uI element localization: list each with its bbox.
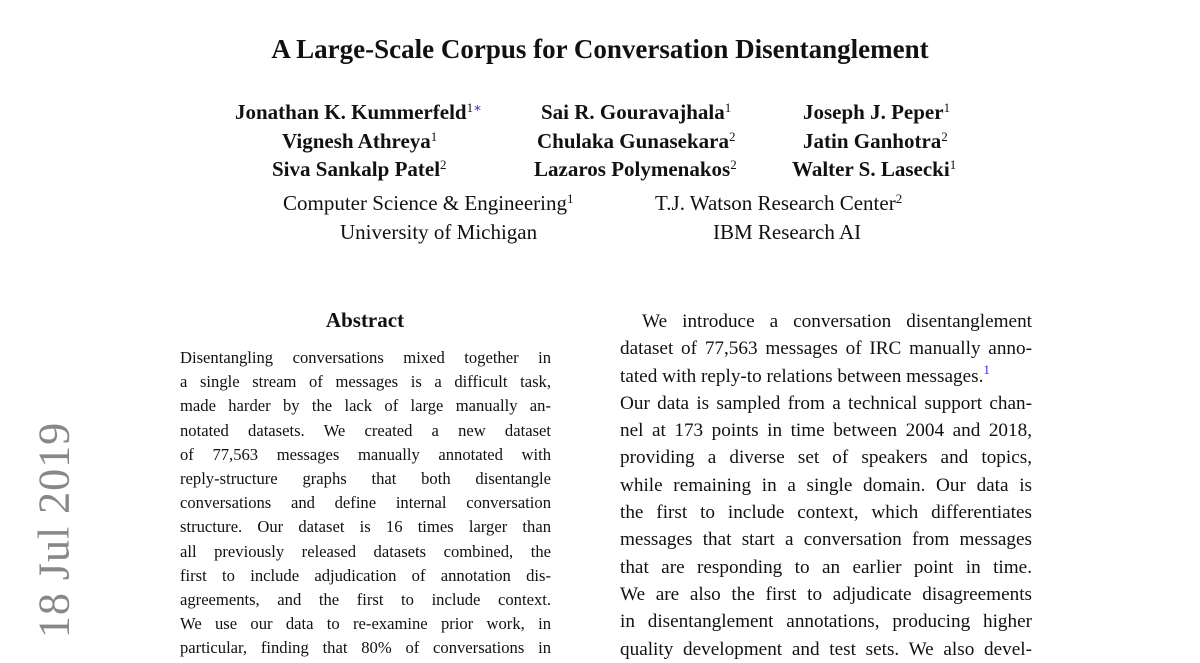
paper-title: A Large-Scale Corpus for Conversation Disentanglement (271, 34, 929, 64)
intro-line: nel at 173 points in time between 2004 and 2018, (620, 420, 1032, 442)
affiliation-marker: 1 (949, 157, 957, 172)
author-5: Chulaka Gunasekara$^2$ (537, 129, 736, 153)
affiliation-marker: 2 (730, 157, 737, 172)
affiliation-2-dept: T.J. Watson Research Center$^2$ (655, 191, 903, 215)
intro-line: We are also the first to adjudicate disagreements (620, 583, 1032, 605)
intro-line: quality development and test sets. We also devel- (620, 638, 1032, 660)
abstract-line: made harder by the lack of large manually an- (180, 396, 551, 416)
intro-line: providing a diverse set of speakers and topics, (620, 447, 1032, 469)
abstract-line: conversations and define internal conversation (180, 493, 551, 513)
abstract-line: reply-structure graphs that both disentangle (180, 469, 551, 489)
abstract-line: We use our data to re-examine prior work, in (180, 614, 551, 634)
intro-line: the first to include context, which differentiates (620, 502, 1032, 524)
author-8: Lazaros Polymenakos$^2$ (534, 157, 737, 181)
affiliation-marker: 2 (728, 129, 736, 144)
affiliation-1-dept: Computer Science & Engineering$^1$ (283, 191, 574, 215)
author-7: Siva Sankalp Patel$^2$ (272, 157, 447, 181)
affiliation-marker: 1 (430, 129, 438, 144)
intro-line: in disentanglement annotations, producing higher (620, 611, 1032, 633)
affiliation-marker: 2 (440, 157, 447, 172)
footnote-marker[interactable]: ∗ (473, 100, 482, 115)
abstract-heading: Abstract (325, 308, 405, 332)
abstract-line: first to include adjudication of annotation dis- (180, 565, 551, 585)
affiliation-marker: 2 (941, 129, 948, 144)
abstract-line: a single stream of messages is a difficult task, (180, 372, 551, 392)
arxiv-date-stamp: 18 Jul 2019 (29, 421, 79, 639)
abstract-body (180, 346, 551, 661)
author-2: Sai R. Gouravajhala$^1$ (541, 100, 732, 124)
intro-line-with-footnote: tated with reply-to relations between messages.$^1$ (620, 361, 990, 387)
intro-line: dataset of 77,563 messages of IRC manually anno- (620, 338, 1032, 360)
abstract-line: of 77,563 messages manually annotated with (180, 444, 551, 464)
intro-line: while remaining in a single domain. Our data is (620, 474, 1032, 496)
author-3: Joseph J. Peper$^1$ (803, 100, 951, 124)
footnote-ref[interactable]: 1 (983, 361, 990, 377)
affiliation-1-org: University of Michigan (340, 220, 538, 244)
affiliation-marker: 1 (724, 100, 732, 115)
author-6: Jatin Ganhotra$^2$ (803, 129, 948, 153)
abstract-line: particular, finding that 80% of conversations in (180, 638, 551, 658)
affiliation-marker: 1 (466, 100, 474, 115)
abstract-line: notated datasets. We created a new dataset (180, 420, 551, 440)
abstract-line: Disentangling conversations mixed together in (180, 348, 551, 367)
abstract-line: all previously released datasets combined, the (180, 541, 551, 561)
author-4: Vignesh Athreya$^1$ (282, 129, 438, 153)
intro-line: messages that start a conversation from messages (620, 529, 1032, 551)
abstract-line: agreements, and the first to include context. (180, 590, 551, 610)
affiliation-marker: 1 (943, 100, 951, 115)
author-9: Walter S. Lasecki$^1$ (792, 157, 957, 181)
intro-line: We introduce a conversation disentanglement (642, 311, 1032, 332)
intro-line: Our data is sampled from a technical support chan- (620, 392, 1032, 414)
intro-body (620, 308, 1032, 663)
abstract-line: structure. Our dataset is 16 times larger than (180, 517, 551, 537)
affiliation-2-org: IBM Research AI (713, 220, 862, 244)
author-1: Jonathan K. Kummerfeld$^{1∗}$ (235, 100, 482, 124)
intro-line: that are responding to an earlier point in time. (620, 556, 1032, 578)
